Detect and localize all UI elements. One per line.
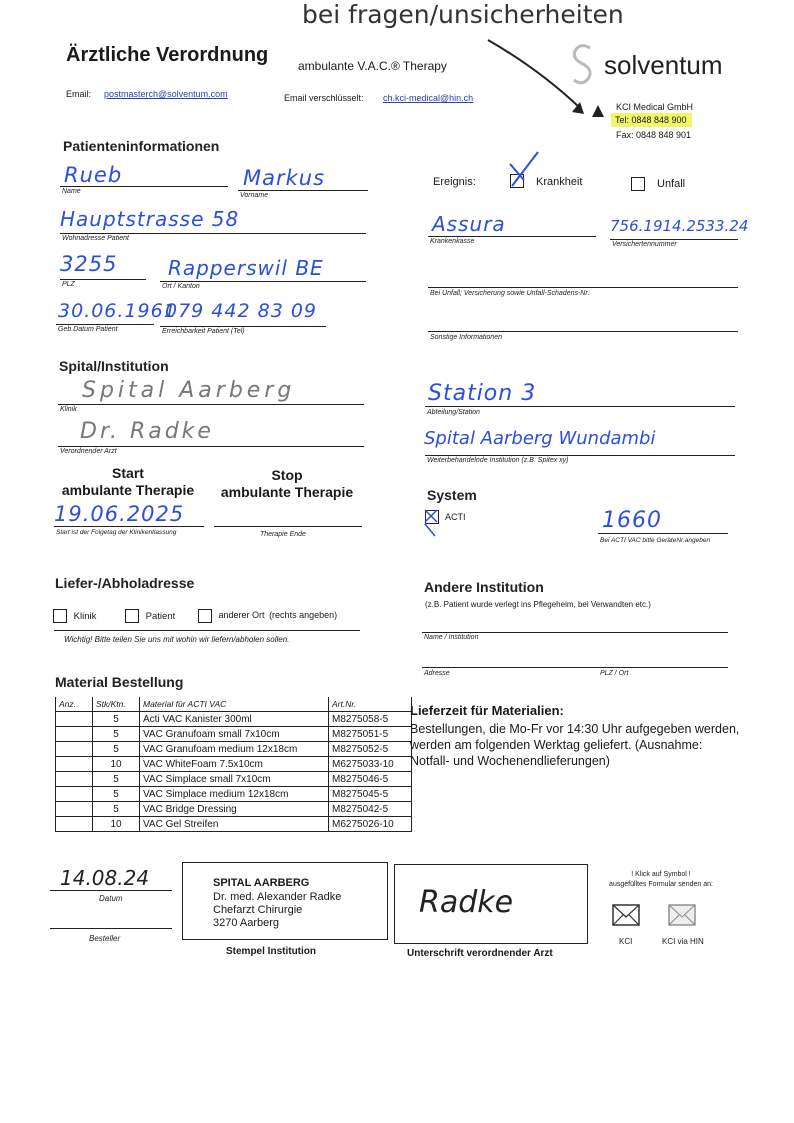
option-anderer-label: anderer Ort bbox=[218, 610, 265, 621]
material-cell-stk: 10 bbox=[93, 757, 140, 772]
start-note: Start ist der Folgetag der Klinikentlassung bbox=[56, 529, 177, 536]
solventum-logo bbox=[568, 42, 598, 91]
weiter-label: Weiterbehandelnde Institution (z.B. Spitex xy) bbox=[427, 457, 569, 464]
klick-line-1: ! Klick auf Symbol ! bbox=[631, 871, 691, 878]
abteilung-label: Abteilung/Station bbox=[427, 409, 480, 416]
material-table-header bbox=[56, 697, 412, 712]
option-patient-label: Patient bbox=[145, 610, 176, 622]
patient-section-title: Patienteninformationen bbox=[63, 138, 220, 154]
patient-name-value[interactable]: Rueb bbox=[64, 163, 123, 187]
material-cell-anz[interactable] bbox=[56, 757, 93, 772]
material-section-title: Material Bestellung bbox=[55, 674, 184, 690]
lieferzeit-text: Bestellungen, die Mo-Fr vor 14:30 Uhr aufgegeben werden, werden am folgenden Werktag geliefert. (Ausnahme: Notfall- und Wochenendlieferungen) bbox=[410, 722, 740, 768]
andere-adresse-label: Adresse bbox=[424, 670, 450, 677]
datum-value[interactable]: 14.08.24 bbox=[60, 866, 150, 890]
form-title: Ärztliche Verordnung bbox=[66, 44, 269, 66]
patient-address-label: Wohnadresse Patient bbox=[62, 235, 129, 242]
material-row bbox=[56, 787, 412, 802]
material-cell-art: M8275052-5 bbox=[329, 742, 412, 757]
form-subtitle: ambulante V.A.C.® Therapy bbox=[298, 59, 447, 73]
stamp-box bbox=[182, 862, 388, 940]
start-subtitle: ambulante Therapie bbox=[61, 482, 195, 498]
material-cell-art: M8275046-5 bbox=[329, 772, 412, 787]
material-cell-name: VAC Gel Streifen bbox=[140, 817, 329, 832]
material-cell-stk: 5 bbox=[93, 712, 140, 727]
unfall-versicherung-label: Bei Unfall; Versicherung sowie Unfall-Schadens-Nr. bbox=[430, 290, 590, 297]
stamp-line-4: 3270 Aarberg bbox=[213, 917, 280, 929]
signature-box[interactable] bbox=[394, 864, 588, 944]
krankheit-checkbox[interactable] bbox=[510, 172, 524, 190]
krankenkasse-label: Krankenkasse bbox=[430, 238, 475, 245]
material-cell-stk: 5 bbox=[93, 772, 140, 787]
material-row bbox=[56, 727, 412, 742]
material-cell-name: VAC Simplace small 7x10cm bbox=[140, 772, 329, 787]
start-header bbox=[58, 465, 198, 499]
delivery-hint: Wichtig! Bitte teilen Sie uns mit wohin wir liefern/abholen sollen. bbox=[64, 635, 290, 644]
unterschrift-label: Unterschrift verordnender Arzt bbox=[407, 948, 553, 959]
arzt-label: Verordnender Arzt bbox=[60, 448, 117, 455]
material-cell-name: VAC Granufoam medium 12x18cm bbox=[140, 742, 329, 757]
patient-vorname-label: Vorname bbox=[240, 192, 269, 199]
stop-subtitle: ambulante Therapie bbox=[220, 484, 354, 500]
material-cell-anz[interactable] bbox=[56, 817, 93, 832]
material-cell-stk: 5 bbox=[93, 742, 140, 757]
andere-institution-note: (z.B. Patient wurde verlegt ins Pflegeheim, bei Verwandten etc.) bbox=[425, 600, 651, 609]
unfall-label: Unfall bbox=[657, 178, 686, 190]
geraet-nr-label: Bei ACTI VAC bitte GeräteNr.angeben bbox=[600, 537, 711, 544]
start-date-value[interactable]: 19.06.2025 bbox=[54, 502, 185, 526]
patient-tel-label: Erreichbarkeit Patient (Tel) bbox=[162, 328, 245, 335]
geraet-nr-value[interactable]: 1660 bbox=[602, 508, 662, 533]
checkbox-unfall[interactable] bbox=[631, 177, 645, 191]
material-row bbox=[56, 802, 412, 817]
delivery-patient-option bbox=[125, 609, 175, 623]
klick-line-2: ausgefülltes Formular senden an: bbox=[609, 881, 713, 888]
stempel-label: Stempel Institution bbox=[226, 946, 316, 957]
klinik-label: Klinik bbox=[60, 406, 77, 413]
material-cell-anz[interactable] bbox=[56, 787, 93, 802]
company-fax: Fax: 0848 848 901 bbox=[616, 130, 692, 140]
material-cell-stk: 5 bbox=[93, 802, 140, 817]
patient-plz-label: PLZ bbox=[62, 281, 75, 288]
material-cell-art: M8275051-5 bbox=[329, 727, 412, 742]
send-kci-button[interactable] bbox=[612, 904, 640, 931]
andere-institution-title: Andere Institution bbox=[424, 579, 544, 595]
material-cell-stk: 5 bbox=[93, 727, 140, 742]
datum-label: Datum bbox=[99, 894, 123, 903]
email-label: Email: bbox=[66, 89, 92, 99]
material-cell-name: VAC Simplace medium 12x18cm bbox=[140, 787, 329, 802]
material-row bbox=[56, 817, 412, 832]
delivery-options bbox=[53, 609, 96, 623]
option-anderer-note: (rechts angeben) bbox=[269, 610, 338, 621]
material-cell-name: VAC WhiteFoam 7.5x10cm bbox=[140, 757, 329, 772]
checkbox-patient[interactable] bbox=[125, 609, 139, 623]
klinik-value[interactable]: Spital Aarberg bbox=[82, 378, 296, 403]
material-cell-art: M8275058-5 bbox=[329, 712, 412, 727]
material-cell-stk: 5 bbox=[93, 787, 140, 802]
send-kci-hin-button[interactable] bbox=[668, 904, 696, 931]
company-tel: Tel: 0848 848 900 bbox=[611, 113, 692, 127]
acti-checkbox[interactable] bbox=[425, 508, 439, 526]
check-mark-icon bbox=[421, 506, 443, 538]
brand-name: solventum bbox=[604, 50, 723, 80]
mail-hin-icon bbox=[668, 904, 696, 926]
email-link[interactable]: postmasterch@solventum.com bbox=[104, 89, 228, 99]
material-row bbox=[56, 712, 412, 727]
email-enc-label: Email verschlüsselt: bbox=[284, 93, 364, 103]
material-row bbox=[56, 772, 412, 787]
spital-section-title: Spital/Institution bbox=[59, 358, 169, 374]
event-label: Ereignis: bbox=[433, 176, 476, 188]
patient-dob-value[interactable]: 30.06.1961 bbox=[58, 300, 177, 322]
patient-name-label: Name bbox=[62, 188, 81, 195]
kci-hin-label: KCI via HIN bbox=[662, 937, 704, 946]
versichertennummer-value[interactable]: 756.1914.2533.24 bbox=[610, 217, 749, 235]
signature-value: Radke bbox=[419, 885, 514, 920]
weiter-value[interactable]: Spital Aarberg Wundambi bbox=[424, 428, 656, 449]
abteilung-value[interactable]: Station 3 bbox=[428, 381, 537, 406]
delivery-section-title: Liefer-/Abholadresse bbox=[55, 575, 195, 591]
solventum-logo-icon bbox=[568, 42, 598, 86]
send-instructions bbox=[595, 870, 727, 890]
patient-dob-label: Geb.Datum Patient bbox=[58, 326, 118, 333]
patient-tel-value[interactable]: 079 442 83 09 bbox=[165, 300, 318, 322]
material-cell-anz[interactable] bbox=[56, 802, 93, 817]
material-cell-name: VAC Bridge Dressing bbox=[140, 802, 329, 817]
material-header-cell: Anz. bbox=[56, 697, 93, 712]
arzt-value[interactable]: Dr. Radke bbox=[80, 419, 214, 444]
patient-address-value[interactable]: Hauptstrasse 58 bbox=[60, 207, 240, 231]
material-row bbox=[56, 742, 412, 757]
material-header-cell: Stk/Ktn. bbox=[93, 697, 140, 712]
unfall-checkbox[interactable] bbox=[631, 175, 645, 193]
andere-plz-label: PLZ / Ort bbox=[600, 670, 629, 677]
stop-header bbox=[216, 467, 358, 501]
stamp-line-2: Dr. med. Alexander Radke bbox=[213, 891, 342, 903]
besteller-label: Besteller bbox=[89, 934, 121, 943]
email-enc-link[interactable]: ch.kci-medical@hin.ch bbox=[383, 93, 474, 103]
checkbox-anderer-ort[interactable] bbox=[198, 609, 212, 623]
patient-vorname-value[interactable]: Markus bbox=[243, 166, 326, 190]
material-header-cell: Material für ACTI VAC bbox=[140, 697, 329, 712]
acti-label: ACTI bbox=[445, 512, 466, 522]
material-cell-anz[interactable] bbox=[56, 727, 93, 742]
stamp-line-3: Chefarzt Chirurgie bbox=[213, 904, 303, 916]
company-name: KCI Medical GmbH bbox=[616, 102, 694, 112]
versichertennummer-label: Versichertennummer bbox=[612, 241, 677, 248]
stop-title: Stop bbox=[271, 467, 303, 483]
option-klinik-label: Klinik bbox=[73, 610, 97, 622]
material-cell-art: M6275033-10 bbox=[329, 757, 412, 772]
checkbox-klinik[interactable] bbox=[53, 609, 67, 623]
sonstige-info-label: Sonstige Informationen bbox=[430, 334, 502, 341]
material-cell-anz[interactable] bbox=[56, 742, 93, 757]
kci-label: KCI bbox=[619, 937, 633, 946]
lieferzeit-title: Lieferzeit für Materialien: bbox=[410, 703, 564, 718]
patient-ort-label: Ort / Kanton bbox=[162, 283, 200, 290]
patient-plz-value[interactable]: 3255 bbox=[60, 252, 118, 276]
material-cell-name: Acti VAC Kanister 300ml bbox=[140, 712, 329, 727]
krankenkasse-value[interactable]: Assura bbox=[432, 212, 506, 236]
annotation-note: bei fragen/unsicherheiten bbox=[302, 0, 624, 29]
mail-icon bbox=[612, 904, 640, 926]
material-cell-art: M6275026-10 bbox=[329, 817, 412, 832]
delivery-anderer-option bbox=[198, 609, 337, 623]
material-cell-art: M8275042-5 bbox=[329, 802, 412, 817]
triangle-icon bbox=[592, 105, 604, 117]
start-title: Start bbox=[112, 465, 144, 481]
material-cell-name: VAC Granufoam small 7x10cm bbox=[140, 727, 329, 742]
material-cell-anz[interactable] bbox=[56, 772, 93, 787]
material-cell-art: M8275045-5 bbox=[329, 787, 412, 802]
krankheit-label: Krankheit bbox=[536, 176, 583, 188]
material-table bbox=[55, 697, 412, 832]
material-row bbox=[56, 757, 412, 772]
material-header-cell: Art.Nr. bbox=[329, 697, 412, 712]
patient-ort-value[interactable]: Rapperswil BE bbox=[168, 256, 324, 280]
material-cell-stk: 10 bbox=[93, 817, 140, 832]
material-cell-anz[interactable] bbox=[56, 712, 93, 727]
andere-name-label: Name / Institution bbox=[424, 634, 479, 641]
stop-note: Therapie Ende bbox=[260, 531, 306, 538]
system-title: System bbox=[427, 487, 477, 503]
stamp-line-1: SPITAL AARBERG bbox=[213, 877, 310, 889]
